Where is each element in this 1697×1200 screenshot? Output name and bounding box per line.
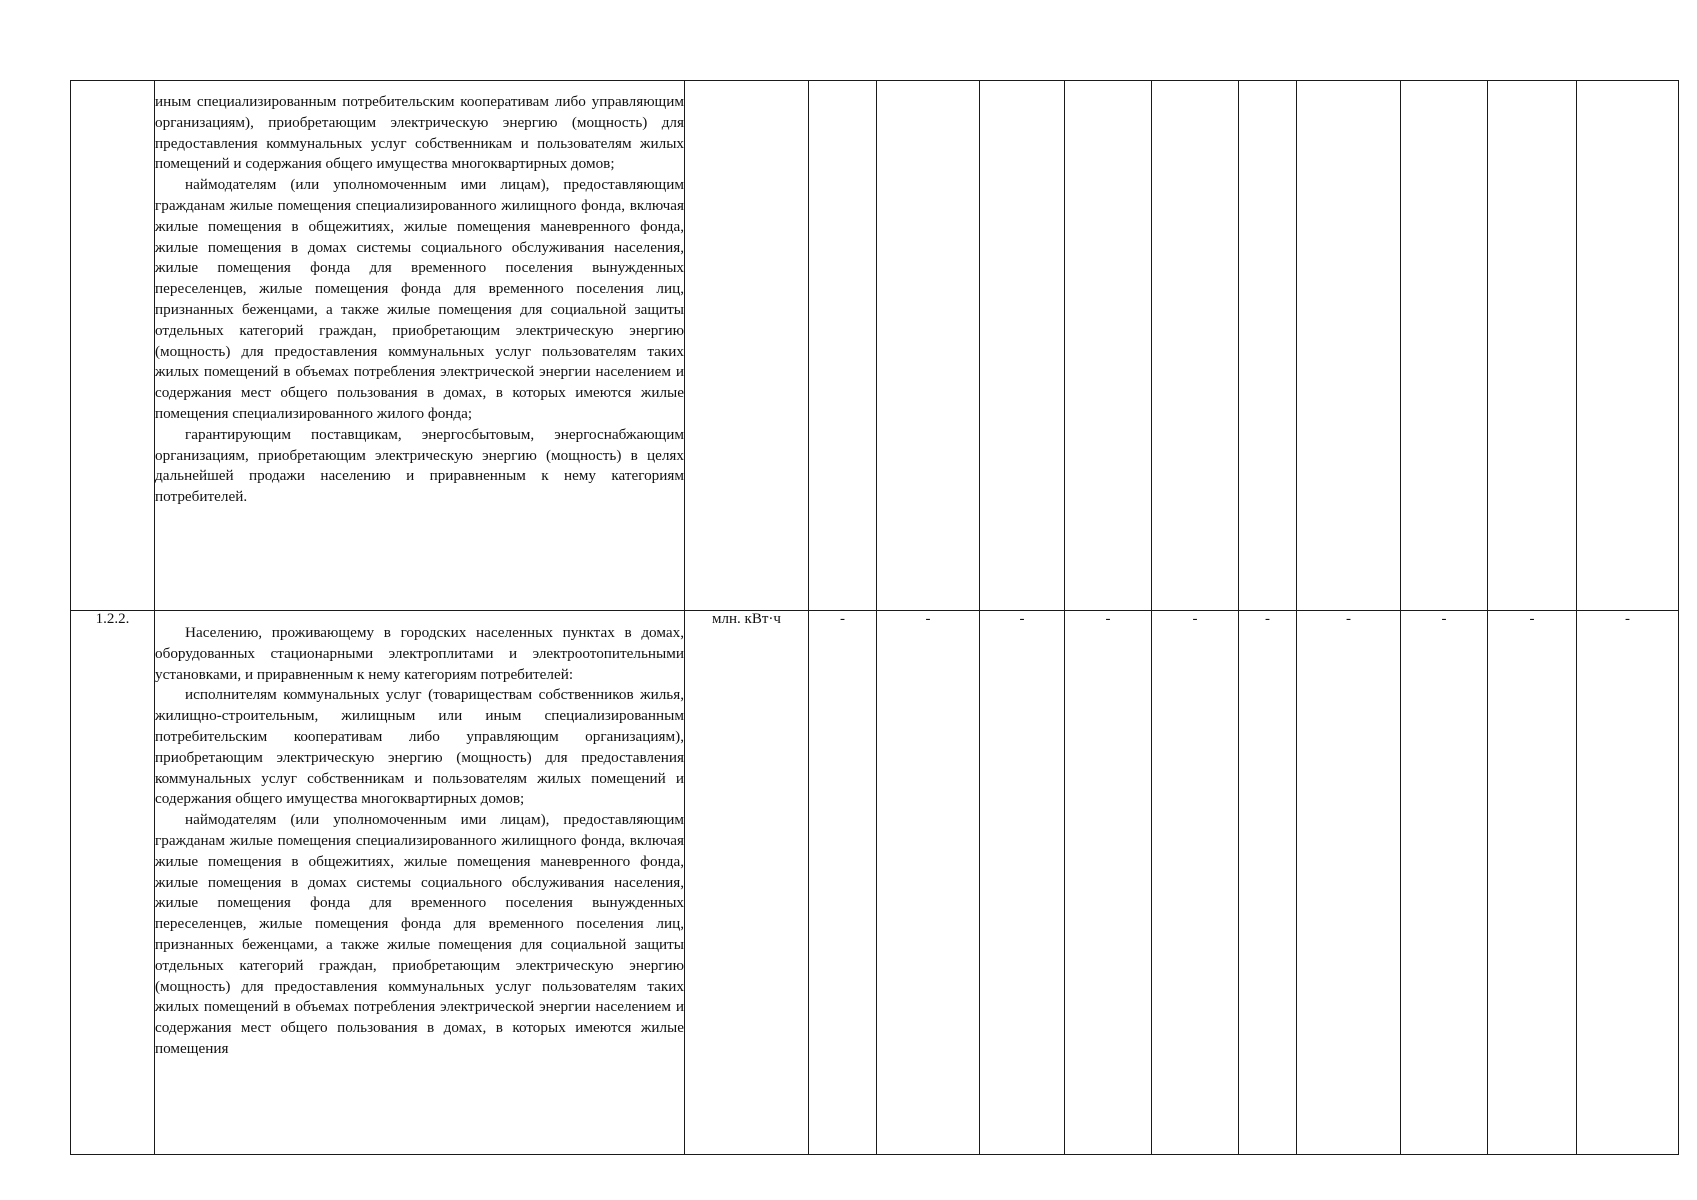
value-cell: - <box>980 611 1065 1155</box>
unit-cell: млн. кВт·ч <box>685 611 809 1155</box>
description-cell <box>155 81 685 611</box>
description-paragraph: Населению, проживающему в городских населенных пунктах в домах, оборудованных стационарными электроплитами и электроотопительными установками, и приравненным к нему категориям потребителей: <box>155 624 684 683</box>
table-row <box>71 611 1679 1155</box>
value-cell: - <box>877 611 980 1155</box>
document-page <box>70 80 1668 1155</box>
value-cell <box>1401 81 1488 611</box>
value-cell: - <box>1577 611 1679 1155</box>
description-paragraph: иным специализированным потребительским кооперативам либо управляющим организациям), приобретающим электрическую энергию (мощность) для предоставления коммунальных услуг собственникам и пользователям жилых помещений и содержания общего имущества многоквартирных домов; <box>155 93 684 173</box>
value-cell: - <box>1488 611 1577 1155</box>
value-cell <box>1065 81 1152 611</box>
value-cell: - <box>1152 611 1239 1155</box>
description-paragraph: гарантирующим поставщикам, энергосбытовым, энергоснабжающим организациям, приобретающим электрическую энергию (мощность) в целях дальнейшей продажи населению и приравненным к нему категориям потребителей. <box>155 425 684 506</box>
row-number-cell: 1.2.2. <box>71 611 155 1155</box>
value-cell <box>1152 81 1239 611</box>
table-row <box>71 81 1679 611</box>
value-cell <box>1577 81 1679 611</box>
value-cell: - <box>1401 611 1488 1155</box>
value-cell: - <box>1065 611 1152 1155</box>
value-cell <box>1297 81 1401 611</box>
value-cell <box>809 81 877 611</box>
value-cell <box>877 81 980 611</box>
unit-cell <box>685 81 809 611</box>
tariff-table <box>70 80 1679 1155</box>
description-paragraph: наймодателям (или уполномоченным ими лицам), предоставляющим гражданам жилые помещения специализированного жилищного фонда, включая жилые помещения в общежитиях, жилые помещения маневренного фонда, жилые помещения в домах системы социального обслуживания населения, жилые помещения фонда для временного поселения вынужденных переселенцев, жилые помещения фонда для временного поселения лиц, признанных беженцами, а также жилые помещения для социальной защиты отдельных категорий граждан, приобретающим электрическую энергию (мощность) для предоставления коммунальных услуг пользователям таких жилых помещений в объемах потребления электрической энергии населением и содержания мест общего пользования в домах, в которых имеются жилые помещения специализированного жилого фонда; <box>155 176 684 422</box>
value-cell: - <box>1239 611 1297 1155</box>
value-cell <box>1239 81 1297 611</box>
table-body <box>71 81 1679 1155</box>
description-cell <box>155 611 685 1155</box>
description-paragraph: наймодателям (или уполномоченным ими лицам), предоставляющим гражданам жилые помещения специализированного жилищного фонда, включая жилые помещения в общежитиях, жилые помещения маневренного фонда, жилые помещения в домах системы социального обслуживания населения, жилые помещения фонда для временного поселения вынужденных переселенцев, жилые помещения фонда для временного поселения лиц, признанных беженцами, а также жилые помещения для социальной защиты отдельных категорий граждан, приобретающим электрическую энергию (мощность) для предоставления коммунальных услуг пользователям таких жилых помещений в объемах потребления электрической энергии населением и содержания мест общего пользования в домах, в которых имеются жилые помещения <box>155 811 684 1057</box>
value-cell: - <box>809 611 877 1155</box>
value-cell <box>980 81 1065 611</box>
value-cell: - <box>1297 611 1401 1155</box>
description-paragraph: исполнителям коммунальных услуг (товариществам собственников жилья, жилищно-строительным, жилищным или иным специализированным потребительским кооперативам либо управляющим организациям), приобретающим электрическую энергию (мощность) для предоставления коммунальных услуг собственникам и пользователям жилых помещений и содержания общего имущества многоквартирных домов; <box>155 686 684 808</box>
row-number-cell <box>71 81 155 611</box>
value-cell <box>1488 81 1577 611</box>
